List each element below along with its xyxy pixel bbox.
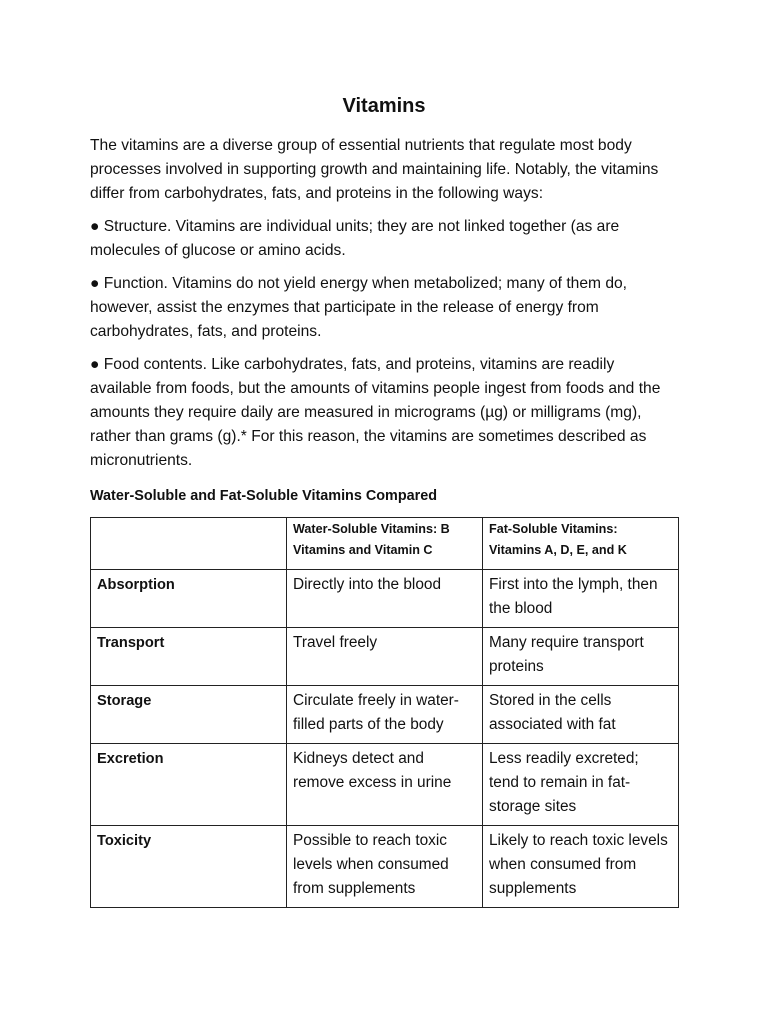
cell-transport-water: Travel freely	[287, 628, 483, 686]
cell-storage-water: Circulate freely in water-filled parts of the body	[287, 686, 483, 744]
table-row	[91, 628, 679, 686]
cell-absorption-fat: First into the lymph, then the blood	[483, 570, 679, 628]
cell-absorption-water: Directly into the blood	[287, 570, 483, 628]
cell-excretion-fat: Less readily excreted; tend to remain in fat-storage sites	[483, 744, 679, 826]
page-title: Vitamins	[342, 95, 426, 117]
header-cell-fat-soluble: Fat-Soluble Vitamins: Vitamins A, D, E, and K	[483, 518, 679, 570]
row-label-transport: Transport	[91, 628, 287, 686]
table-header-row	[91, 518, 679, 570]
row-label-toxicity: Toxicity	[91, 826, 287, 908]
table-row	[91, 570, 679, 628]
table-row	[91, 686, 679, 744]
bullet-structure: ● Structure. Vitamins are individual units; they are not linked together (as are molecules of glucose or amino acids.	[90, 218, 620, 259]
table-row	[91, 744, 679, 826]
cell-excretion-water: Kidneys detect and remove excess in urine	[287, 744, 483, 826]
document-page	[90, 92, 678, 908]
header-cell-empty	[91, 518, 287, 570]
row-label-excretion: Excretion	[91, 744, 287, 826]
table-heading: Water-Soluble and Fat-Soluble Vitamins Compared	[90, 488, 438, 504]
header-cell-water-soluble: Water-Soluble Vitamins: B Vitamins and Vitamin C	[287, 518, 483, 570]
row-label-absorption: Absorption	[91, 570, 287, 628]
vitamins-comparison-table	[90, 517, 679, 908]
cell-storage-fat: Stored in the cells associated with fat	[483, 686, 679, 744]
bullet-food-contents: ● Food contents. Like carbohydrates, fats, and proteins, vitamins are readily available from foods, but the amounts of vitamins people ingest from foods and the amounts they require daily are measured in micrograms (µg) or milligrams (mg), rather than grams (g).* For this reason, the vitamins are sometimes described as micronutrients.	[90, 356, 661, 469]
table-row	[91, 826, 679, 908]
cell-transport-fat: Many require transport proteins	[483, 628, 679, 686]
intro-paragraph: The vitamins are a diverse group of essential nutrients that regulate most body processes involved in supporting growth and maintaining life. Notably, the vitamins differ from carbohydrates, fats, and proteins in the following ways:	[90, 137, 659, 202]
bullet-function: ● Function. Vitamins do not yield energy when metabolized; many of them do, however, assist the enzymes that participate in the release of energy from carbohydrates, fats, and proteins.	[90, 275, 628, 340]
cell-toxicity-fat: Likely to reach toxic levels when consumed from supplements	[483, 826, 679, 908]
cell-toxicity-water: Possible to reach toxic levels when consumed from supplements	[287, 826, 483, 908]
row-label-storage: Storage	[91, 686, 287, 744]
